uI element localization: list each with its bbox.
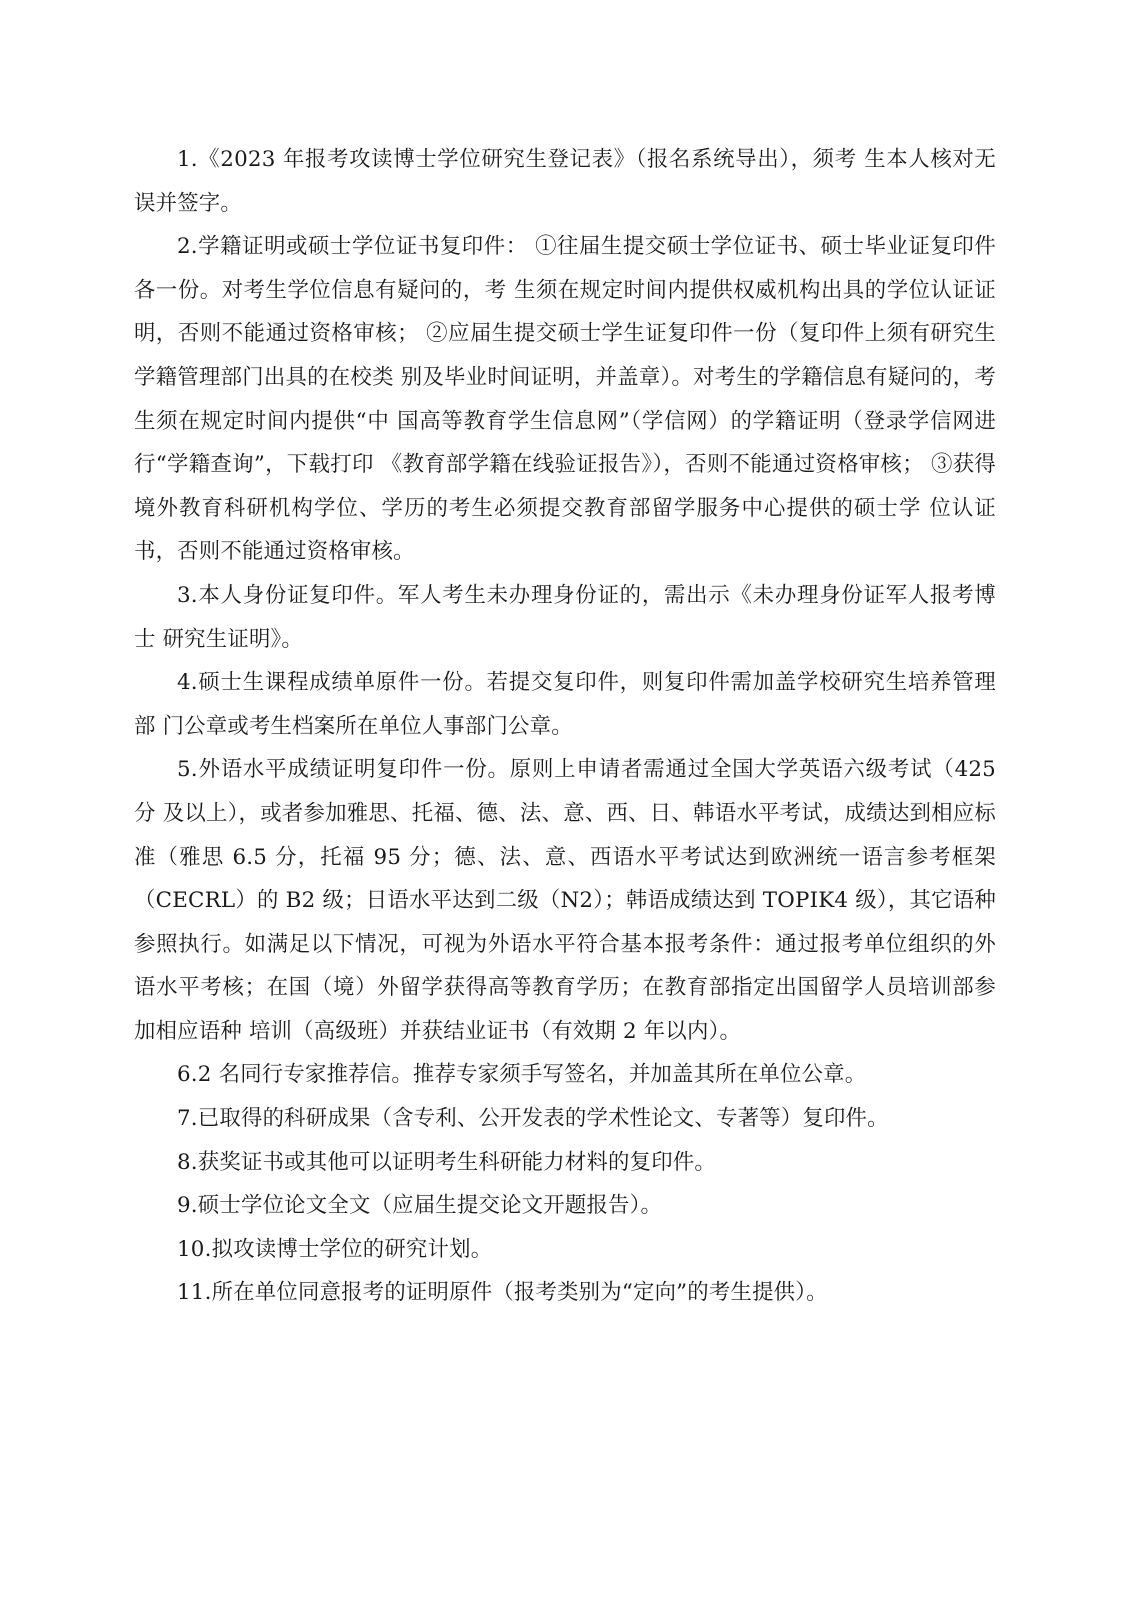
list-item-4: 4.硕士生课程成绩单原件一份。若提交复印件，则复印件需加盖学校研究生培养管理部 门公章或考生档案所在单位人事部门公章。 <box>134 670 996 739</box>
list-item-9: 9.硕士学位论文全文（应届生提交论文开题报告）。 <box>177 1193 663 1219</box>
list-item-3: 3.本人身份证复印件。军人考生未办理身份证的，需出示《未办理身份证军人报考博士 研究生证明》。 <box>134 582 996 652</box>
list-item-5: 5.外语水平成绩证明复印件一份。原则上申请者需通过全国大学英语六级考试（425 分 及以上），或者参加雅思、托福、德、法、意、西、日、韩语水平考试，成绩达到相应标准（雅思 6.5 分，托福 95 分；德、法、意、西语水平考试达到欧洲统一语言参考框架（CECRL）的 B2 级；日语水平达到二级（N2）；韩语成绩达到 TOPIK4 级），其它语种参照执行。如满足以下情况，可视为外语水平符合基本报考条件：通过报考单位组织的外语水平考核；在国（境）外留学获得高等教育学历；在教育部指定出国留学人员培训部参加相应语种 培训（高级班）并获结业证书（有效期 2 年以内）。 <box>134 757 996 1044</box>
list-item-8: 8.获奖证书或其他可以证明考生科研能力材料的复印件。 <box>177 1149 716 1175</box>
list-item-2: 2.学籍证明或硕士学位证书复印件： ①往届生提交硕士学位证书、硕士毕业证复印件各一份。对考生学位信息有疑问的，考 生须在规定时间内提供权威机构出具的学位认证证明，否则不能通过资格审核； ②应届生提交硕士学生证复印件一份（复印件上须有研究生学籍管理部门出具的在校类 别及毕业时间证明，并盖章）。对考生的学籍信息有疑问的，考生须在规定时间内提供“中 国高等教育学生信息网”（学信网）的学籍证明（登录学信网进行“学籍查询”，下载打印 《教育部学籍在线验证报告》），否则不能通过资格审核； ③获得境外教育科研机构学位、学历的考生必须提交教育部留学服务中心提供的硕士学 位认证书，否则不能通过资格审核。 <box>134 234 996 565</box>
list-item-11: 11.所在单位同意报考的证明原件（报考类别为“定向”的考生提供）。 <box>177 1280 828 1306</box>
list-item-6: 6.2 名同行专家推荐信。推荐专家须手写签名，并加盖其所在单位公章。 <box>177 1062 867 1088</box>
list-item-1: 1.《2023 年报考攻读博士学位研究生登记表》（报名系统导出），须考 生本人核对无误并签字。 <box>134 147 996 216</box>
list-item-7: 7.已取得的科研成果（含专利、公开发表的学术性论文、专著等）复印件。 <box>177 1106 889 1132</box>
document-body <box>134 138 996 1315</box>
list-item-10: 10.拟攻读博士学位的研究计划。 <box>177 1236 493 1262</box>
